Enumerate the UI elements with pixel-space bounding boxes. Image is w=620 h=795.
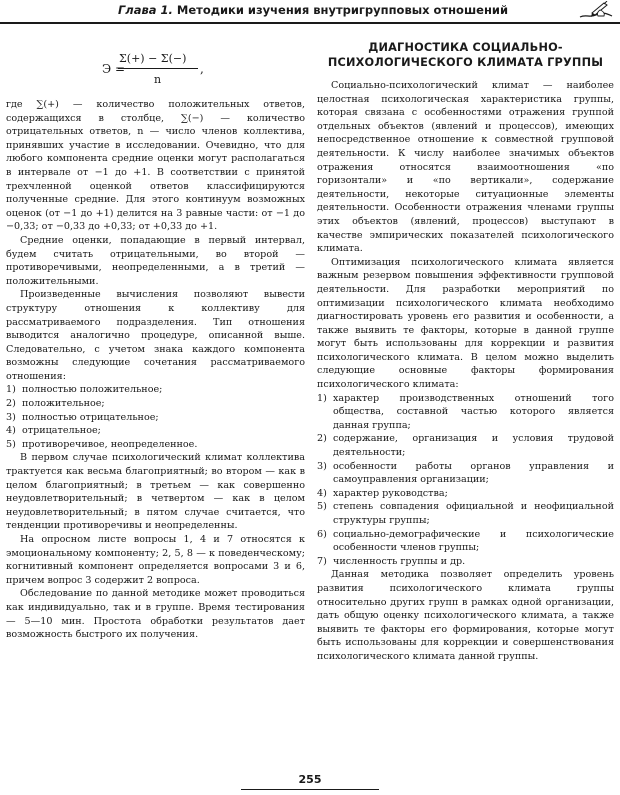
header-title <box>48 3 578 17</box>
list-number: 2) <box>317 433 327 445</box>
list-item <box>6 411 305 425</box>
relation-types-list <box>6 383 305 451</box>
paragraph: В первом случае психологический климат коллектива трактуется как весьма благоприятный; во втором — как в целом благоприятный; в третьем — как совершенно неудовлетворительный; в четвертом — как в целом неудовлетворительный; в пятом случае считается, что тенденции противоречивы и неопределенны. <box>6 452 305 532</box>
page-number: 255 <box>298 773 322 786</box>
formula-numerator: Σ(+) − Σ(−) <box>119 52 187 65</box>
running-header <box>0 0 620 24</box>
climate-factors-list <box>317 392 614 569</box>
list-text: отрицательное; <box>22 425 101 437</box>
list-item <box>317 528 614 555</box>
list-number: 3) <box>317 460 327 472</box>
list-text: социально-демографические и психологические особенности членов группы; <box>333 528 614 554</box>
list-number: 7) <box>317 555 327 567</box>
paragraph: где ∑(+) — количество положительных ответов, содержащихся в столбце, ∑(−) — количество отрицательных ответов, n — число членов коллектива, принявших участие в исследовании. Очевидно, что для любого компонента средние оценки могут располагаться в интервале от −1 до +1. В соответствии с принятой трехчленной оценкой ответов классифицируются полученные средние. Для этого континуум возможных оценок (от −1 до +1) делится на 3 равные части: от −1 до −0,33; от −0,33 до +0,33; от +0,33 до +1. <box>6 99 305 233</box>
paragraph: Средние оценки, попадающие в первый интервал, будем считать отрицательными, во второй — противоречивыми, неопределенными, а в третий — положительными. <box>6 234 305 287</box>
list-item <box>317 555 614 569</box>
list-item <box>6 383 305 397</box>
list-text: полностью положительное; <box>22 384 163 396</box>
list-text: степень совпадения официальной и неофициальной структуры группы; <box>333 501 614 526</box>
left-column <box>6 40 305 642</box>
paragraph: Оптимизация психологического климата является важным резервом повышения эффективности групповой деятельности. Для разработки мероприятий по оптимизации психологического климата необходимо диагностировать уровень его развития и особенности, а также выявить те факторы, которые в данной группе могут быть использованы для коррекции и развития психологического климата. В целом можно выделить следующие основные факторы формирования психологического климата: <box>317 256 614 391</box>
list-text: содержание, организация и условия трудовой деятельности; <box>333 433 614 459</box>
formula-comma: , <box>200 62 204 76</box>
list-number: 1) <box>317 392 327 404</box>
list-text: особенности работы органов управления и самоуправления организации; <box>333 460 614 486</box>
list-number: 4) <box>317 487 327 499</box>
list-item <box>317 392 614 433</box>
list-number: 2) <box>6 398 16 410</box>
list-item <box>317 500 614 527</box>
list-item <box>6 424 305 438</box>
formula <box>6 40 305 98</box>
list-item <box>6 397 305 411</box>
list-number: 6) <box>317 528 327 540</box>
list-text: характер руководства; <box>333 487 448 499</box>
list-number: 1) <box>6 384 16 396</box>
formula-denominator: n <box>154 73 162 86</box>
list-text: характер производственных отношений того общества, составной частью которого является данная группа; <box>333 392 614 431</box>
writing-hand-icon <box>578 1 614 25</box>
page-number-rule <box>241 789 379 790</box>
list-number: 4) <box>6 425 16 437</box>
list-item <box>317 487 614 501</box>
right-column <box>317 40 614 664</box>
list-item <box>317 432 614 459</box>
list-number: 5) <box>6 438 16 450</box>
list-item <box>6 438 305 452</box>
formula-lhs: Э = <box>102 62 126 76</box>
fraction-bar <box>118 68 198 69</box>
paragraph: Данная методика позволяет определить уровень развития психологического климата группы относительно других групп в рамках одной организации, дать общую оценку психологического климата, а также выявить те факторы его формирования, которые могут быть использованы для коррекции и совершенствования психологического климата данной группы. <box>317 569 614 662</box>
list-text: полностью отрицательное; <box>22 411 159 423</box>
paragraph: На опросном листе вопросы 1, 4 и 7 относятся к эмоциональному компоненту; 2, 5, 8 — к поведенческому; когнитивный компонент определяется вопросами 3 и 6, причем вопрос 3 содержит 2 вопроса. <box>6 534 305 586</box>
paragraph: Произведенные вычисления позволяют вывести структуру отношения к коллективу для рассматриваемого подразделения. Тип отношения выводится аналогично процедуре, описанной выше. Следовательно, с учетом знака каждого компонента возможны следующие сочетания рассматриваемого отношения: <box>6 289 305 382</box>
list-text: противоречивое, неопределенное. <box>22 438 198 450</box>
paragraph: Социально-психологический климат — наиболее целостная психологическая характеристика группы, которая связана с особенностями отражения группой отдельных объектов (явлений и процессов), имеющих непосредственное отношение к совместной групповой деятельности. К числу наиболее значимых объектов отражения относятся взаимоотношения «по горизонтали» и «по вертикали», содержание деятельности, некоторые ситуационные элементы деятельности. Особенности отражения членами группы этих объектов (явлений, процессов) выступают в качестве эмпирических показателей психологического климата. <box>317 80 614 255</box>
list-item <box>317 460 614 487</box>
chapter-title: Методики изучения внутригрупповых отношений <box>176 3 509 17</box>
list-text: положительное; <box>22 398 105 410</box>
chapter-label: Глава 1. <box>117 3 173 17</box>
paragraph: Обследование по данной методике может проводиться как индивидуально, так и в группе. Время тестирования — 5—10 мин. Простота обработки результатов дает возможность быстрого их получения. <box>6 588 305 641</box>
list-text: численность группы и др. <box>333 555 466 567</box>
section-title: ДИАГНОСТИКА СОЦИАЛЬНО-ПСИХОЛОГИЧЕСКОГО КЛИМАТА ГРУППЫ <box>327 41 604 69</box>
list-number: 3) <box>6 411 16 423</box>
list-number: 5) <box>317 501 327 513</box>
